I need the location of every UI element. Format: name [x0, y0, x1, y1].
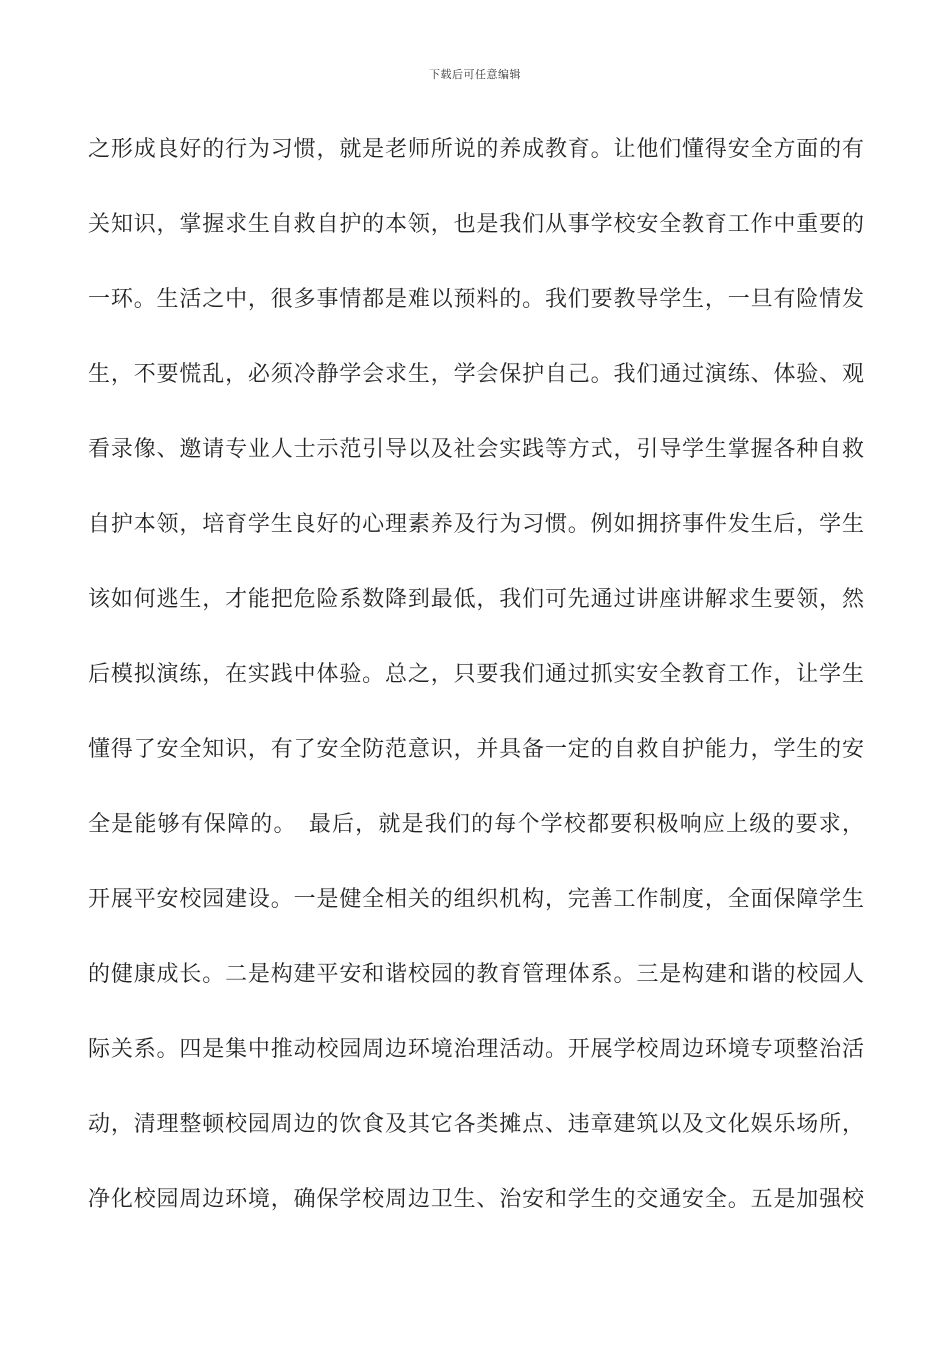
text-line: 懂得了安全知识，有了安全防范意识，并具备一定的自救自护能力，学生的安	[88, 737, 864, 762]
text-line: 的健康成长。二是构建平安和谐校园的教育管理体系。三是构建和谐的校园人	[88, 962, 864, 987]
text-line: 一环。生活之中，很多事情都是难以预料的。我们要教导学生，一旦有险情发	[88, 287, 864, 312]
text-line: 之形成良好的行为习惯，就是老师所说的养成教育。让他们懂得安全方面的有	[88, 137, 864, 162]
text-line: 动，清理整顿校园周边的饮食及其它各类摊点、违章建筑以及文化娱乐场所，	[88, 1112, 864, 1137]
text-line: 净化校园周边环境，确保学校周边卫生、治安和学生的交通安全。五是加强校	[88, 1187, 864, 1212]
text-line: 开展平安校园建设。一是健全相关的组织机构，完善工作制度，全面保障学生	[88, 887, 864, 912]
text-line: 全是能够有保障的。 最后，就是我们的每个学校都要积极响应上级的要求，	[88, 812, 864, 837]
text-line: 生，不要慌乱，必须冷静学会求生，学会保护自己。我们通过演练、体验、观	[88, 362, 864, 387]
body-text	[88, 130, 864, 1255]
page-header: 下载后可任意编辑	[429, 68, 521, 81]
text-line: 际关系。四是集中推动校园周边环境治理活动。开展学校周边环境专项整治活	[88, 1037, 864, 1062]
text-line: 关知识，掌握求生自救自护的本领，也是我们从事学校安全教育工作中重要的	[88, 212, 864, 237]
text-line: 自护本领，培育学生良好的心理素养及行为习惯。例如拥挤事件发生后，学生	[88, 512, 864, 537]
text-line: 看录像、邀请专业人士示范引导以及社会实践等方式，引导学生掌握各种自救	[88, 437, 864, 462]
text-line: 该如何逃生，才能把危险系数降到最低，我们可先通过讲座讲解求生要领，然	[88, 587, 864, 612]
text-line: 后模拟演练，在实践中体验。总之，只要我们通过抓实安全教育工作，让学生	[88, 662, 864, 687]
